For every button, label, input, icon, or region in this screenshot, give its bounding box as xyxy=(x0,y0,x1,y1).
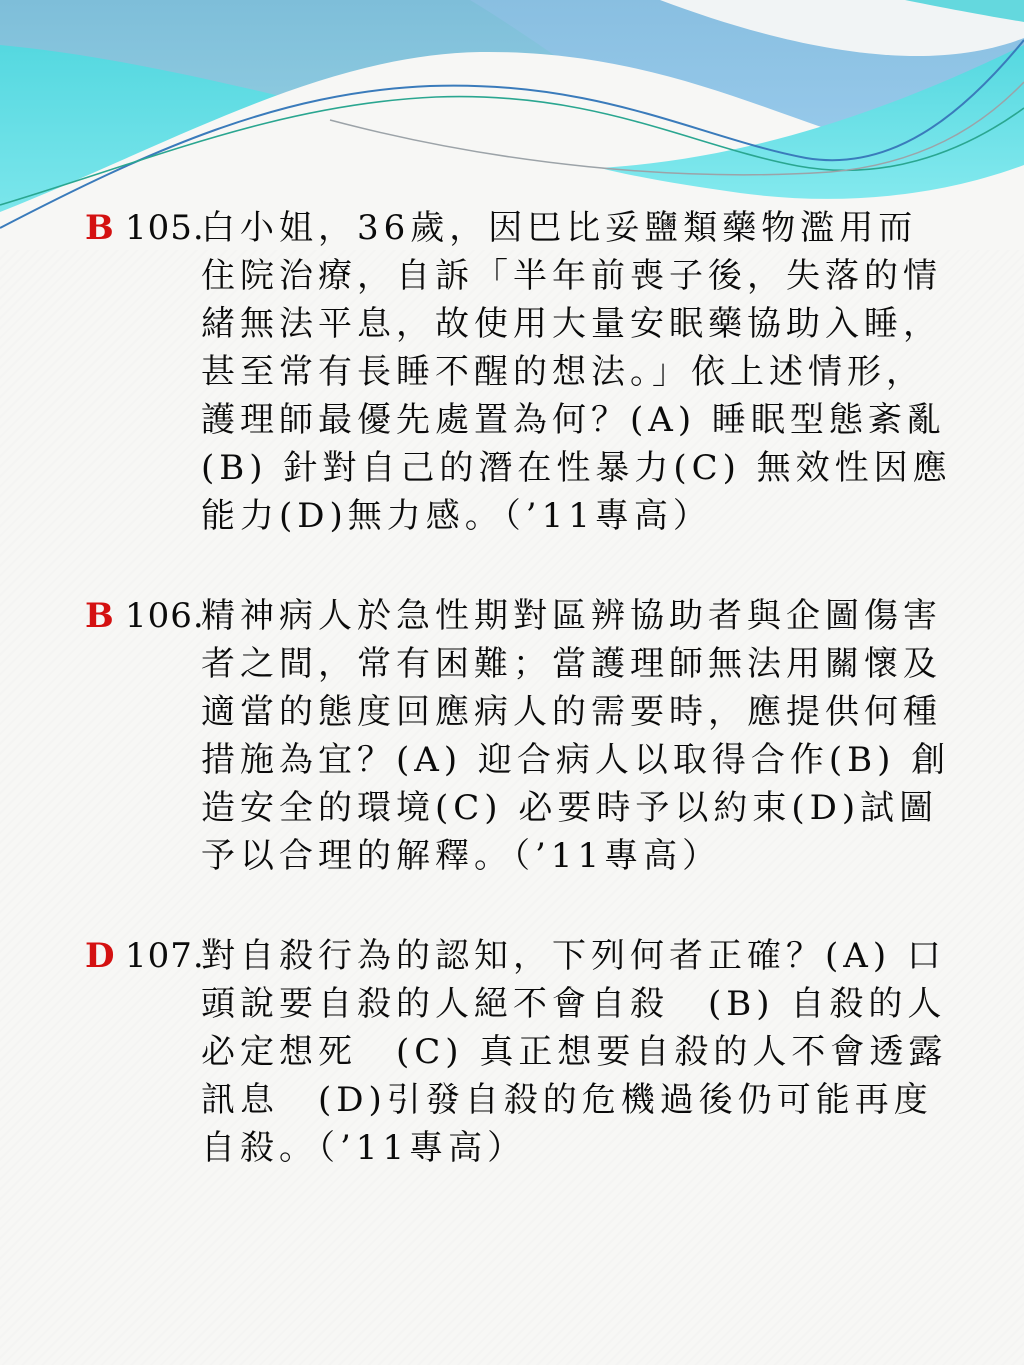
question-text-106: 精神病人於急性期對區辨協助者與企圖傷害者之間，常有困難；當護理師無法用關懷及適當的態度回應病人的需要時，應提供何種措施為宜？(A) 迎合病人以取得合作(B) 創造安全的環境(C) 必要時予以約束(D)試圖予以合理的解釋。（’11專高） xyxy=(201,596,951,876)
questions-list xyxy=(85,204,955,1224)
question-row-105 xyxy=(85,204,955,540)
answer-key-105: B xyxy=(85,208,114,248)
question-number-107: 107. xyxy=(125,936,205,976)
answer-key-107: D xyxy=(85,936,115,976)
answer-key-106: B xyxy=(85,596,114,636)
question-row-107 xyxy=(85,932,955,1172)
question-number-105: 105. xyxy=(125,208,205,248)
question-text-107: 對自殺行為的認知，下列何者正確？(A) 口頭說要自殺的人絕不會自殺 (B) 自殺的人必定想死 (C) 真正想要自殺的人不會透露訊息 (D)引發自殺的危機過後仍可能再度自殺。（’11專高） xyxy=(201,936,948,1168)
question-row-106 xyxy=(85,592,955,880)
question-text-105: 白小姐，36歲，因巴比妥鹽類藥物濫用而住院治療，自訴「半年前喪子後，失落的情緒無法平息，故使用大量安眠藥協助入睡，甚至常有長睡不醒的想法。」依上述情形，護理師最優先處置為何？(A) 睡眠型態紊亂(B) 針對自己的潛在性暴力(C) 無效性因應能力(D)無力感。（’11專高） xyxy=(201,208,952,536)
question-number-106: 106. xyxy=(125,596,205,636)
